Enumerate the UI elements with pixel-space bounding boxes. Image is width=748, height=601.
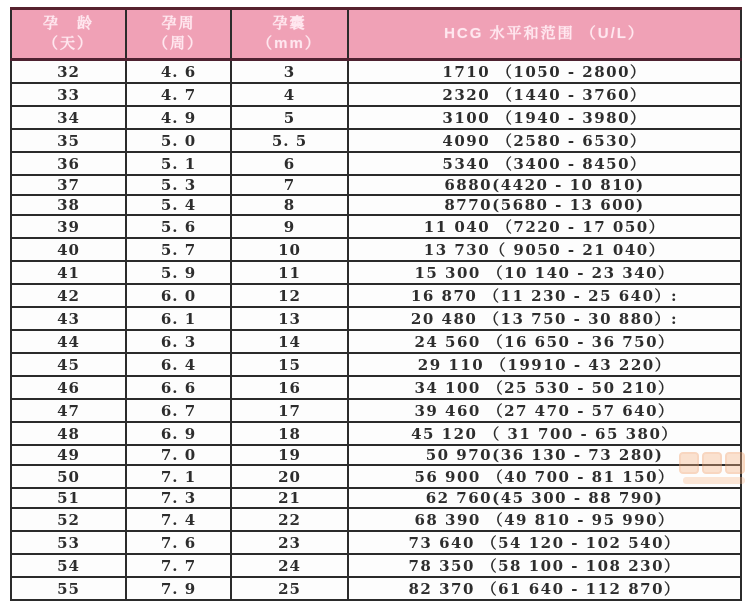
cell-gestational-sac-mm: 18 xyxy=(231,422,348,445)
cell-hcg-level-range: 39 460 （27 470 - 57 640） xyxy=(348,399,741,422)
cell-gestational-sac-mm: 11 xyxy=(231,261,348,284)
cell-gestational-week: 6. 4 xyxy=(126,353,231,376)
header-cell-gestational-sac xyxy=(231,9,348,60)
cell-hcg-level-range: 62 760(45 300 - 88 790) xyxy=(348,488,741,508)
cell-gestational-sac-mm: 5. 5 xyxy=(231,129,348,152)
table-row xyxy=(11,508,741,531)
cell-gestational-week: 5. 0 xyxy=(126,129,231,152)
header-age-label: 孕 龄 xyxy=(42,14,94,32)
cell-gestational-sac-mm: 25 xyxy=(231,577,348,600)
hcg-reference-table xyxy=(10,7,742,601)
cell-hcg-level-range: 68 390 （49 810 - 95 990） xyxy=(348,508,741,531)
cell-gestational-age-days: 50 xyxy=(11,465,126,488)
cell-gestational-week: 6. 3 xyxy=(126,330,231,353)
cell-gestational-age-days: 32 xyxy=(11,60,126,84)
cell-hcg-level-range: 11 040 （7220 - 17 050） xyxy=(348,215,741,238)
table-row xyxy=(11,422,741,445)
table-row xyxy=(11,106,741,129)
cell-gestational-week: 7. 6 xyxy=(126,531,231,554)
cell-gestational-week: 4. 9 xyxy=(126,106,231,129)
cell-gestational-age-days: 34 xyxy=(11,106,126,129)
cell-hcg-level-range: 3100 （1940 - 3980） xyxy=(348,106,741,129)
cell-gestational-age-days: 37 xyxy=(11,175,126,195)
header-hcg-label: HCG 水平和范围 （U/L） xyxy=(444,24,645,42)
cell-gestational-sac-mm: 9 xyxy=(231,215,348,238)
cell-gestational-sac-mm: 13 xyxy=(231,307,348,330)
cell-gestational-age-days: 39 xyxy=(11,215,126,238)
cell-gestational-sac-mm: 10 xyxy=(231,238,348,261)
cell-gestational-age-days: 41 xyxy=(11,261,126,284)
cell-gestational-age-days: 55 xyxy=(11,577,126,600)
cell-hcg-level-range: 2320 （1440 - 3760） xyxy=(348,83,741,106)
cell-hcg-level-range: 16 870 （11 230 - 25 640）: xyxy=(348,284,741,307)
table-row xyxy=(11,129,741,152)
cell-hcg-level-range: 13 730（ 9050 - 21 040） xyxy=(348,238,741,261)
cell-gestational-age-days: 43 xyxy=(11,307,126,330)
table-body xyxy=(11,60,741,601)
cell-hcg-level-range: 50 970(36 130 - 73 280) xyxy=(348,445,741,465)
cell-gestational-week: 6. 7 xyxy=(126,399,231,422)
table-header-row xyxy=(11,9,741,60)
cell-gestational-sac-mm: 4 xyxy=(231,83,348,106)
cell-gestational-age-days: 35 xyxy=(11,129,126,152)
table-row xyxy=(11,330,741,353)
cell-hcg-level-range: 56 900 （40 700 - 81 150） xyxy=(348,465,741,488)
cell-gestational-week: 7. 1 xyxy=(126,465,231,488)
cell-gestational-week: 6. 6 xyxy=(126,376,231,399)
cell-gestational-age-days: 44 xyxy=(11,330,126,353)
cell-gestational-age-days: 46 xyxy=(11,376,126,399)
table-row xyxy=(11,195,741,215)
header-sac-unit: （mm） xyxy=(257,35,322,52)
header-cell-hcg-range xyxy=(348,9,741,60)
cell-gestational-week: 7. 4 xyxy=(126,508,231,531)
cell-gestational-sac-mm: 17 xyxy=(231,399,348,422)
cell-gestational-week: 5. 1 xyxy=(126,152,231,175)
cell-hcg-level-range: 20 480 （13 750 - 30 880）: xyxy=(348,307,741,330)
cell-gestational-week: 7. 9 xyxy=(126,577,231,600)
cell-gestational-age-days: 47 xyxy=(11,399,126,422)
cell-gestational-age-days: 40 xyxy=(11,238,126,261)
table-row xyxy=(11,554,741,577)
table-row xyxy=(11,152,741,175)
cell-gestational-age-days: 49 xyxy=(11,445,126,465)
cell-gestational-sac-mm: 6 xyxy=(231,152,348,175)
cell-gestational-week: 6. 1 xyxy=(126,307,231,330)
cell-hcg-level-range: 5340 （3400 - 8450） xyxy=(348,152,741,175)
cell-gestational-week: 5. 9 xyxy=(126,261,231,284)
table-row xyxy=(11,488,741,508)
cell-gestational-age-days: 33 xyxy=(11,83,126,106)
cell-gestational-sac-mm: 7 xyxy=(231,175,348,195)
table-row xyxy=(11,215,741,238)
cell-gestational-sac-mm: 3 xyxy=(231,60,348,84)
cell-gestational-sac-mm: 16 xyxy=(231,376,348,399)
cell-gestational-week: 4. 7 xyxy=(126,83,231,106)
cell-gestational-week: 7. 3 xyxy=(126,488,231,508)
cell-gestational-age-days: 48 xyxy=(11,422,126,445)
cell-gestational-week: 7. 0 xyxy=(126,445,231,465)
hcg-reference-table-wrap xyxy=(10,7,740,598)
cell-hcg-level-range: 6880(4420 - 10 810) xyxy=(348,175,741,195)
cell-hcg-level-range: 24 560 （16 650 - 36 750） xyxy=(348,330,741,353)
table-row xyxy=(11,60,741,84)
cell-gestational-week: 7. 7 xyxy=(126,554,231,577)
table-row xyxy=(11,307,741,330)
cell-hcg-level-range: 45 120 （ 31 700 - 65 380） xyxy=(348,422,741,445)
header-week-label: 孕周 xyxy=(161,14,196,32)
cell-hcg-level-range: 78 350 （58 100 - 108 230） xyxy=(348,554,741,577)
table-row xyxy=(11,399,741,422)
cell-gestational-sac-mm: 23 xyxy=(231,531,348,554)
header-sac-label: 孕囊 xyxy=(272,14,307,32)
cell-hcg-level-range: 15 300 （10 140 - 23 340） xyxy=(348,261,741,284)
header-cell-gestational-age xyxy=(11,9,126,60)
cell-gestational-sac-mm: 19 xyxy=(231,445,348,465)
cell-gestational-sac-mm: 24 xyxy=(231,554,348,577)
table-row xyxy=(11,531,741,554)
cell-gestational-age-days: 54 xyxy=(11,554,126,577)
cell-gestational-sac-mm: 22 xyxy=(231,508,348,531)
cell-hcg-level-range: 34 100 （25 530 - 50 210） xyxy=(348,376,741,399)
header-age-unit: （天） xyxy=(42,35,94,52)
cell-hcg-level-range: 29 110 （19910 - 43 220） xyxy=(348,353,741,376)
cell-gestational-sac-mm: 21 xyxy=(231,488,348,508)
table-row xyxy=(11,353,741,376)
header-cell-gestational-week xyxy=(126,9,231,60)
cell-gestational-sac-mm: 15 xyxy=(231,353,348,376)
cell-gestational-age-days: 52 xyxy=(11,508,126,531)
table-row xyxy=(11,577,741,600)
cell-hcg-level-range: 82 370 （61 640 - 112 870） xyxy=(348,577,741,600)
cell-gestational-age-days: 51 xyxy=(11,488,126,508)
cell-gestational-week: 5. 3 xyxy=(126,175,231,195)
cell-gestational-sac-mm: 20 xyxy=(231,465,348,488)
cell-gestational-age-days: 36 xyxy=(11,152,126,175)
header-week-unit: （周） xyxy=(152,35,204,52)
table-row xyxy=(11,238,741,261)
cell-gestational-week: 5. 4 xyxy=(126,195,231,215)
cell-hcg-level-range: 8770(5680 - 13 600) xyxy=(348,195,741,215)
cell-gestational-week: 5. 6 xyxy=(126,215,231,238)
cell-hcg-level-range: 4090 （2580 - 6530） xyxy=(348,129,741,152)
cell-gestational-sac-mm: 12 xyxy=(231,284,348,307)
table-row xyxy=(11,445,741,465)
cell-gestational-sac-mm: 5 xyxy=(231,106,348,129)
table-row xyxy=(11,284,741,307)
cell-gestational-sac-mm: 8 xyxy=(231,195,348,215)
cell-hcg-level-range: 1710 （1050 - 2800） xyxy=(348,60,741,84)
cell-gestational-age-days: 53 xyxy=(11,531,126,554)
table-row xyxy=(11,175,741,195)
cell-gestational-age-days: 45 xyxy=(11,353,126,376)
cell-gestational-week: 6. 9 xyxy=(126,422,231,445)
table-row xyxy=(11,376,741,399)
table-row xyxy=(11,261,741,284)
cell-gestational-sac-mm: 14 xyxy=(231,330,348,353)
cell-hcg-level-range: 73 640 （54 120 - 102 540） xyxy=(348,531,741,554)
cell-gestational-age-days: 38 xyxy=(11,195,126,215)
table-row xyxy=(11,83,741,106)
cell-gestational-week: 5. 7 xyxy=(126,238,231,261)
cell-gestational-week: 4. 6 xyxy=(126,60,231,84)
cell-gestational-age-days: 42 xyxy=(11,284,126,307)
table-row xyxy=(11,465,741,488)
cell-gestational-week: 6. 0 xyxy=(126,284,231,307)
